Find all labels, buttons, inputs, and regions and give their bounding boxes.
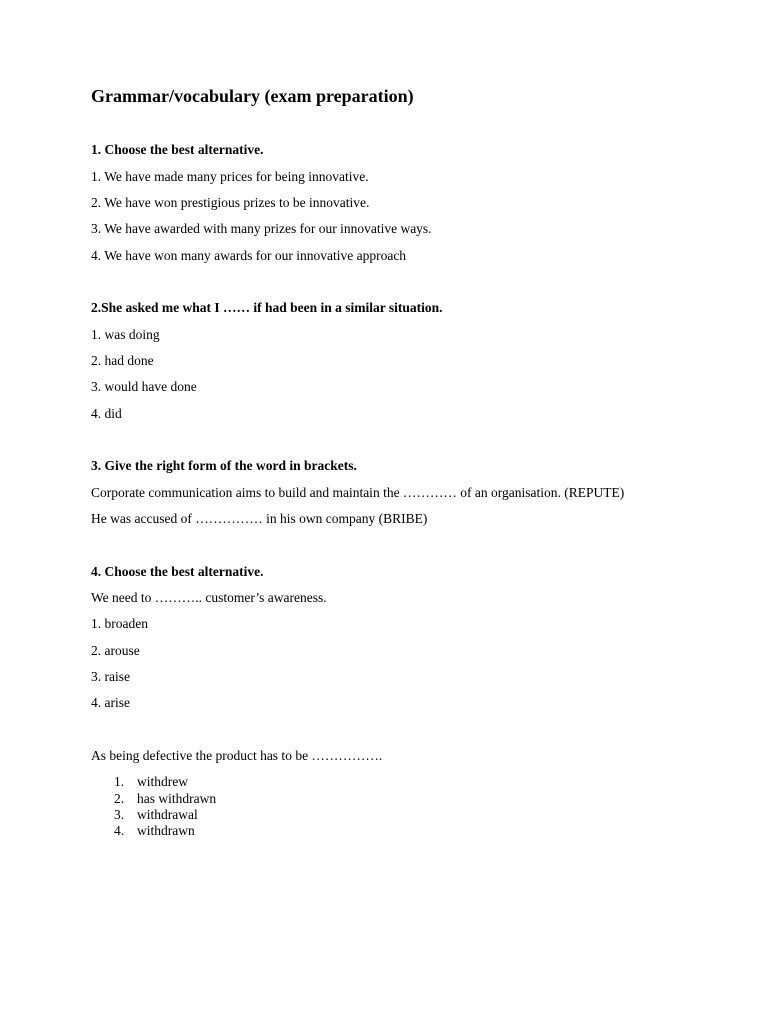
question-5-option [114, 807, 198, 823]
question-1-option: 3. We have awarded with many prizes for our innovative ways. [91, 221, 432, 236]
question-5-option [114, 774, 188, 790]
question-2-option: 2. had done [91, 353, 154, 368]
question-5-option [114, 791, 216, 807]
question-4-heading: 4. Choose the best alternative. [91, 564, 264, 579]
option-number: 3. [114, 807, 125, 822]
question-1-option: 1. We have made many prices for being innovative. [91, 169, 369, 184]
question-2-option: 3. would have done [91, 379, 197, 394]
option-number: 2. [114, 791, 125, 806]
question-4-option: 4. arise [91, 695, 130, 710]
document-page [91, 0, 731, 1024]
question-3-heading: 3. Give the right form of the word in brackets. [91, 458, 357, 473]
question-2-heading: 2.She asked me what I …… if had been in a similar situation. [91, 300, 443, 315]
option-number: 1. [114, 774, 125, 789]
option-text: withdrew [137, 774, 188, 789]
question-4-sentence: We need to ……….. customer’s awareness. [91, 590, 327, 605]
question-4-option: 3. raise [91, 669, 130, 684]
question-2-option: 1. was doing [91, 327, 160, 342]
question-3-sentence: He was accused of …………… in his own company (BRIBE) [91, 511, 428, 526]
question-1-option: 2. We have won prestigious prizes to be innovative. [91, 195, 370, 210]
question-5-option [114, 823, 195, 839]
question-3-sentence: Corporate communication aims to build and maintain the ………… of an organisation. (REPUTE) [91, 485, 625, 500]
question-1-option: 4. We have won many awards for our innovative approach [91, 248, 407, 263]
question-5-sentence: As being defective the product has to be ……………. [91, 748, 383, 763]
question-4-option: 2. arouse [91, 643, 140, 658]
option-text: has withdrawn [137, 791, 217, 806]
question-2-option: 4. did [91, 406, 122, 421]
option-text: withdrawn [137, 823, 195, 838]
option-text: withdrawal [137, 807, 198, 822]
option-number: 4. [114, 823, 125, 838]
question-4-option: 1. broaden [91, 616, 148, 631]
question-1-heading: 1. Choose the best alternative. [91, 142, 264, 157]
page-title: Grammar/vocabulary (exam preparation) [91, 86, 414, 106]
